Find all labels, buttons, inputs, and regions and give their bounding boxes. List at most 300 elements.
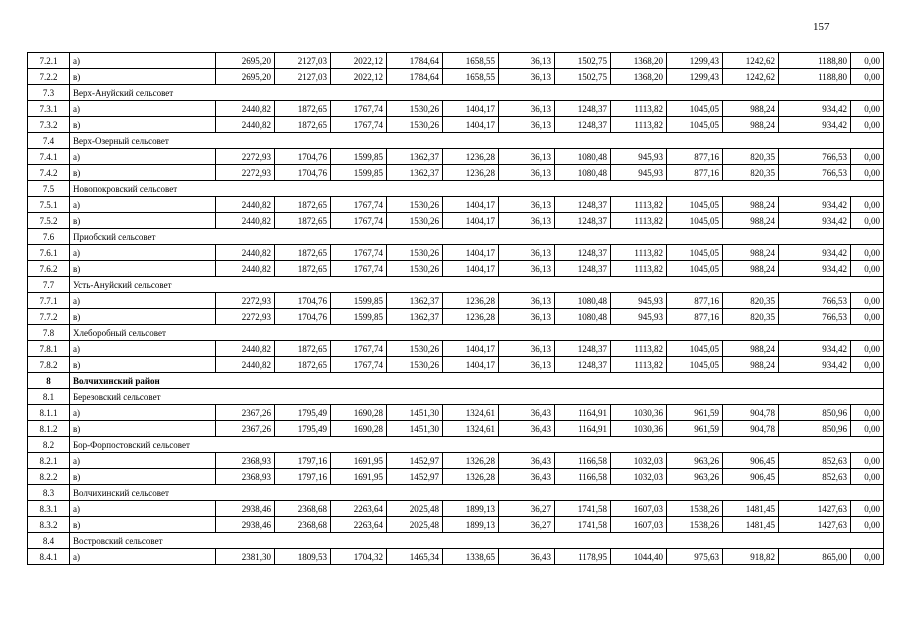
- value-cell: 1530,26: [387, 117, 443, 133]
- value-cell: 1113,82: [611, 261, 667, 277]
- value-cell: 1164,91: [555, 405, 611, 421]
- value-cell: 1741,58: [555, 517, 611, 533]
- table-row: [28, 421, 884, 437]
- table-row: [28, 341, 884, 357]
- value-cell: 1451,30: [387, 421, 443, 437]
- value-cell: 1767,74: [331, 197, 387, 213]
- value-cell: 1248,37: [555, 117, 611, 133]
- row-label: а): [70, 197, 216, 213]
- value-cell: 1599,85: [331, 309, 387, 325]
- value-cell: 1899,13: [443, 517, 499, 533]
- value-cell: 988,24: [723, 341, 779, 357]
- value-cell: 2368,93: [216, 453, 275, 469]
- value-cell: 1164,91: [555, 421, 611, 437]
- value-cell: 766,53: [779, 293, 851, 309]
- value-cell: 877,16: [667, 309, 723, 325]
- value-cell: 0,00: [851, 197, 884, 213]
- row-label: в): [70, 165, 216, 181]
- value-cell: 2938,46: [216, 501, 275, 517]
- value-cell: 36,27: [499, 501, 555, 517]
- value-cell: 2440,82: [216, 117, 275, 133]
- table-row: [28, 101, 884, 117]
- value-cell: 2367,26: [216, 421, 275, 437]
- value-cell: 0,00: [851, 341, 884, 357]
- value-cell: 2440,82: [216, 341, 275, 357]
- value-cell: 2272,93: [216, 309, 275, 325]
- value-cell: 0,00: [851, 53, 884, 69]
- row-label: в): [70, 357, 216, 373]
- value-cell: 2368,68: [275, 517, 331, 533]
- value-cell: 934,42: [779, 117, 851, 133]
- page-number: 157: [813, 21, 830, 33]
- table-row: [28, 549, 884, 565]
- table-row: [28, 165, 884, 181]
- value-cell: 1599,85: [331, 149, 387, 165]
- value-cell: 820,35: [723, 165, 779, 181]
- value-cell: 1030,36: [611, 405, 667, 421]
- row-label: а): [70, 501, 216, 517]
- value-cell: 1741,58: [555, 501, 611, 517]
- value-cell: 1691,95: [331, 453, 387, 469]
- row-code: 7.5: [28, 181, 70, 197]
- value-cell: 877,16: [667, 293, 723, 309]
- row-code: 7.4: [28, 133, 70, 149]
- value-cell: 1809,53: [275, 549, 331, 565]
- row-code: 7.4.1: [28, 149, 70, 165]
- value-cell: 1032,03: [611, 453, 667, 469]
- value-cell: 1704,76: [275, 149, 331, 165]
- value-cell: 36,13: [499, 165, 555, 181]
- value-cell: 0,00: [851, 101, 884, 117]
- table-row: [28, 117, 884, 133]
- value-cell: 1767,74: [331, 341, 387, 357]
- row-code: 7.7: [28, 277, 70, 293]
- value-cell: 1236,28: [443, 309, 499, 325]
- value-cell: 1704,32: [331, 549, 387, 565]
- value-cell: 1166,58: [555, 469, 611, 485]
- value-cell: 0,00: [851, 357, 884, 373]
- table-row: [28, 501, 884, 517]
- value-cell: 1797,16: [275, 453, 331, 469]
- value-cell: 1404,17: [443, 261, 499, 277]
- value-cell: 36,13: [499, 53, 555, 69]
- value-cell: 988,24: [723, 213, 779, 229]
- value-cell: 1465,34: [387, 549, 443, 565]
- value-cell: 2025,48: [387, 517, 443, 533]
- value-cell: 1113,82: [611, 341, 667, 357]
- value-cell: 766,53: [779, 149, 851, 165]
- section-title: Востровский сельсовет: [70, 533, 884, 549]
- section-row: [28, 181, 884, 197]
- value-cell: 961,59: [667, 405, 723, 421]
- value-cell: 988,24: [723, 117, 779, 133]
- table-row: [28, 149, 884, 165]
- section-title: Бор-Форпостовский сельсовет: [70, 437, 884, 453]
- row-label: а): [70, 293, 216, 309]
- value-cell: 1248,37: [555, 213, 611, 229]
- value-cell: 1530,26: [387, 213, 443, 229]
- row-label: в): [70, 309, 216, 325]
- value-cell: 1599,85: [331, 293, 387, 309]
- value-cell: 1451,30: [387, 405, 443, 421]
- value-cell: 1404,17: [443, 117, 499, 133]
- value-cell: 1236,28: [443, 165, 499, 181]
- value-cell: 906,45: [723, 469, 779, 485]
- value-cell: 1236,28: [443, 293, 499, 309]
- table-row: [28, 453, 884, 469]
- value-cell: 850,96: [779, 405, 851, 421]
- tariff-table: [27, 52, 884, 565]
- value-cell: 1113,82: [611, 101, 667, 117]
- value-cell: 36,13: [499, 293, 555, 309]
- section-row: [28, 229, 884, 245]
- value-cell: 0,00: [851, 117, 884, 133]
- value-cell: 1248,37: [555, 357, 611, 373]
- row-label: а): [70, 453, 216, 469]
- value-cell: 1767,74: [331, 261, 387, 277]
- value-cell: 0,00: [851, 309, 884, 325]
- row-code: 7.8: [28, 325, 70, 341]
- row-code: 7.6.2: [28, 261, 70, 277]
- value-cell: 852,63: [779, 453, 851, 469]
- table-row: [28, 293, 884, 309]
- value-cell: 934,42: [779, 357, 851, 373]
- value-cell: 1080,48: [555, 149, 611, 165]
- value-cell: 36,13: [499, 69, 555, 85]
- value-cell: 1080,48: [555, 309, 611, 325]
- section-row: [28, 485, 884, 501]
- value-cell: 2022,12: [331, 69, 387, 85]
- table-row: [28, 53, 884, 69]
- value-cell: 1530,26: [387, 101, 443, 117]
- value-cell: 988,24: [723, 101, 779, 117]
- value-cell: 1872,65: [275, 245, 331, 261]
- section-row: [28, 373, 884, 389]
- row-code: 8.1: [28, 389, 70, 405]
- row-code: 8.2.1: [28, 453, 70, 469]
- value-cell: 1607,03: [611, 517, 667, 533]
- value-cell: 1704,76: [275, 309, 331, 325]
- value-cell: 820,35: [723, 293, 779, 309]
- value-cell: 0,00: [851, 245, 884, 261]
- section-row: [28, 277, 884, 293]
- value-cell: 0,00: [851, 69, 884, 85]
- value-cell: 1045,05: [667, 245, 723, 261]
- section-title: Волчихинский район: [70, 373, 884, 389]
- value-cell: 1704,76: [275, 165, 331, 181]
- value-cell: 1324,61: [443, 405, 499, 421]
- row-code: 8.4: [28, 533, 70, 549]
- section-row: [28, 533, 884, 549]
- value-cell: 1691,95: [331, 469, 387, 485]
- row-label: а): [70, 549, 216, 565]
- value-cell: 1899,13: [443, 501, 499, 517]
- value-cell: 945,93: [611, 149, 667, 165]
- value-cell: 1452,97: [387, 453, 443, 469]
- value-cell: 36,43: [499, 405, 555, 421]
- row-label: а): [70, 149, 216, 165]
- value-cell: 865,00: [779, 549, 851, 565]
- value-cell: 36,43: [499, 469, 555, 485]
- value-cell: 1113,82: [611, 357, 667, 373]
- value-cell: 1872,65: [275, 117, 331, 133]
- value-cell: 1427,63: [779, 517, 851, 533]
- value-cell: 36,13: [499, 101, 555, 117]
- value-cell: 820,35: [723, 309, 779, 325]
- value-cell: 2440,82: [216, 101, 275, 117]
- value-cell: 877,16: [667, 149, 723, 165]
- value-cell: 2263,64: [331, 517, 387, 533]
- table-row: [28, 197, 884, 213]
- value-cell: 1538,26: [667, 517, 723, 533]
- value-cell: 1248,37: [555, 261, 611, 277]
- table-row: [28, 245, 884, 261]
- value-cell: 1080,48: [555, 165, 611, 181]
- section-title: Усть-Ануйский сельсовет: [70, 277, 884, 293]
- value-cell: 1530,26: [387, 261, 443, 277]
- value-cell: 2695,20: [216, 69, 275, 85]
- value-cell: 1872,65: [275, 357, 331, 373]
- value-cell: 0,00: [851, 149, 884, 165]
- value-cell: 1338,65: [443, 549, 499, 565]
- value-cell: 988,24: [723, 197, 779, 213]
- value-cell: 988,24: [723, 245, 779, 261]
- value-cell: 1299,43: [667, 69, 723, 85]
- row-code: 8.2.2: [28, 469, 70, 485]
- row-code: 7.6: [28, 229, 70, 245]
- value-cell: 988,24: [723, 261, 779, 277]
- value-cell: 1113,82: [611, 245, 667, 261]
- value-cell: 850,96: [779, 421, 851, 437]
- value-cell: 2025,48: [387, 501, 443, 517]
- value-cell: 1113,82: [611, 117, 667, 133]
- row-label: в): [70, 469, 216, 485]
- value-cell: 0,00: [851, 261, 884, 277]
- value-cell: 1872,65: [275, 197, 331, 213]
- value-cell: 1242,62: [723, 69, 779, 85]
- value-cell: 1599,85: [331, 165, 387, 181]
- value-cell: 1188,80: [779, 69, 851, 85]
- value-cell: 904,78: [723, 421, 779, 437]
- value-cell: 36,13: [499, 197, 555, 213]
- value-cell: 1044,40: [611, 549, 667, 565]
- section-title: Приобский сельсовет: [70, 229, 884, 245]
- value-cell: 1178,95: [555, 549, 611, 565]
- value-cell: 1502,75: [555, 53, 611, 69]
- value-cell: 975,63: [667, 549, 723, 565]
- table-row: [28, 517, 884, 533]
- value-cell: 852,63: [779, 469, 851, 485]
- value-cell: 1188,80: [779, 53, 851, 69]
- value-cell: 1236,28: [443, 149, 499, 165]
- value-cell: 1767,74: [331, 357, 387, 373]
- table-row: [28, 213, 884, 229]
- value-cell: 1767,74: [331, 245, 387, 261]
- row-code: 8.3.2: [28, 517, 70, 533]
- value-cell: 1704,76: [275, 293, 331, 309]
- value-cell: 2367,26: [216, 405, 275, 421]
- row-code: 7.7.2: [28, 309, 70, 325]
- value-cell: 1530,26: [387, 341, 443, 357]
- value-cell: 0,00: [851, 517, 884, 533]
- row-code: 7.7.1: [28, 293, 70, 309]
- value-cell: 1045,05: [667, 101, 723, 117]
- table-row: [28, 261, 884, 277]
- row-code: 8.4.1: [28, 549, 70, 565]
- value-cell: 1248,37: [555, 245, 611, 261]
- value-cell: 2127,03: [275, 53, 331, 69]
- section-row: [28, 389, 884, 405]
- value-cell: 1767,74: [331, 101, 387, 117]
- value-cell: 36,43: [499, 421, 555, 437]
- value-cell: 1690,28: [331, 421, 387, 437]
- value-cell: 945,93: [611, 309, 667, 325]
- value-cell: 36,13: [499, 117, 555, 133]
- value-cell: 36,13: [499, 261, 555, 277]
- value-cell: 0,00: [851, 453, 884, 469]
- row-label: а): [70, 405, 216, 421]
- value-cell: 945,93: [611, 165, 667, 181]
- row-label: в): [70, 117, 216, 133]
- value-cell: 2022,12: [331, 53, 387, 69]
- row-code: 7.6.1: [28, 245, 70, 261]
- value-cell: 1166,58: [555, 453, 611, 469]
- value-cell: 1502,75: [555, 69, 611, 85]
- value-cell: 1784,64: [387, 69, 443, 85]
- value-cell: 1030,36: [611, 421, 667, 437]
- value-cell: 934,42: [779, 101, 851, 117]
- row-code: 7.8.1: [28, 341, 70, 357]
- value-cell: 1767,74: [331, 213, 387, 229]
- value-cell: 1872,65: [275, 261, 331, 277]
- value-cell: 1795,49: [275, 405, 331, 421]
- value-cell: 1362,37: [387, 293, 443, 309]
- row-code: 8.3.1: [28, 501, 70, 517]
- row-code: 7.5.1: [28, 197, 70, 213]
- value-cell: 1538,26: [667, 501, 723, 517]
- row-label: а): [70, 341, 216, 357]
- value-cell: 36,13: [499, 213, 555, 229]
- value-cell: 1248,37: [555, 341, 611, 357]
- value-cell: 820,35: [723, 149, 779, 165]
- section-row: [28, 85, 884, 101]
- value-cell: 934,42: [779, 197, 851, 213]
- row-label: а): [70, 245, 216, 261]
- value-cell: 988,24: [723, 357, 779, 373]
- row-label: а): [70, 53, 216, 69]
- value-cell: 36,13: [499, 357, 555, 373]
- section-title: Волчихинский сельсовет: [70, 485, 884, 501]
- value-cell: 1362,37: [387, 309, 443, 325]
- row-label: в): [70, 421, 216, 437]
- value-cell: 1427,63: [779, 501, 851, 517]
- table-row: [28, 405, 884, 421]
- value-cell: 1690,28: [331, 405, 387, 421]
- section-row: [28, 325, 884, 341]
- value-cell: 2263,64: [331, 501, 387, 517]
- value-cell: 1248,37: [555, 197, 611, 213]
- value-cell: 1872,65: [275, 101, 331, 117]
- row-code: 7.8.2: [28, 357, 70, 373]
- value-cell: 1481,45: [723, 501, 779, 517]
- value-cell: 1324,61: [443, 421, 499, 437]
- value-cell: 1242,62: [723, 53, 779, 69]
- value-cell: 2272,93: [216, 293, 275, 309]
- row-label: в): [70, 69, 216, 85]
- value-cell: 1872,65: [275, 213, 331, 229]
- value-cell: 1658,55: [443, 69, 499, 85]
- value-cell: 1404,17: [443, 197, 499, 213]
- value-cell: 934,42: [779, 341, 851, 357]
- value-cell: 904,78: [723, 405, 779, 421]
- value-cell: 0,00: [851, 469, 884, 485]
- value-cell: 2440,82: [216, 245, 275, 261]
- row-code: 7.4.2: [28, 165, 70, 181]
- value-cell: 1113,82: [611, 213, 667, 229]
- value-cell: 0,00: [851, 293, 884, 309]
- value-cell: 2368,93: [216, 469, 275, 485]
- value-cell: 1452,97: [387, 469, 443, 485]
- value-cell: 1797,16: [275, 469, 331, 485]
- section-row: [28, 133, 884, 149]
- value-cell: 1767,74: [331, 117, 387, 133]
- value-cell: 0,00: [851, 165, 884, 181]
- section-title: Верх-Озерный сельсовет: [70, 133, 884, 149]
- section-row: [28, 437, 884, 453]
- value-cell: 1045,05: [667, 117, 723, 133]
- value-cell: 1045,05: [667, 341, 723, 357]
- value-cell: 2440,82: [216, 213, 275, 229]
- row-code: 7.3.1: [28, 101, 70, 117]
- value-cell: 1404,17: [443, 357, 499, 373]
- value-cell: 1404,17: [443, 245, 499, 261]
- value-cell: 2127,03: [275, 69, 331, 85]
- row-code: 7.2.2: [28, 69, 70, 85]
- value-cell: 945,93: [611, 293, 667, 309]
- value-cell: 36,27: [499, 517, 555, 533]
- value-cell: 2440,82: [216, 261, 275, 277]
- value-cell: 1326,28: [443, 469, 499, 485]
- section-title: Березовский сельсовет: [70, 389, 884, 405]
- value-cell: 1113,82: [611, 197, 667, 213]
- value-cell: 2440,82: [216, 357, 275, 373]
- value-cell: 961,59: [667, 421, 723, 437]
- value-cell: 934,42: [779, 261, 851, 277]
- table-row: [28, 469, 884, 485]
- value-cell: 1404,17: [443, 341, 499, 357]
- row-code: 7.5.2: [28, 213, 70, 229]
- row-code: 7.3.2: [28, 117, 70, 133]
- value-cell: 918,82: [723, 549, 779, 565]
- table-body: [28, 53, 884, 565]
- value-cell: 2272,93: [216, 149, 275, 165]
- value-cell: 1362,37: [387, 149, 443, 165]
- value-cell: 1326,28: [443, 453, 499, 469]
- value-cell: 2272,93: [216, 165, 275, 181]
- table-row: [28, 357, 884, 373]
- row-code: 8: [28, 373, 70, 389]
- value-cell: 1362,37: [387, 165, 443, 181]
- value-cell: 877,16: [667, 165, 723, 181]
- value-cell: 1045,05: [667, 213, 723, 229]
- section-title: Верх-Ануйский сельсовет: [70, 85, 884, 101]
- section-title: Новопокровский сельсовет: [70, 181, 884, 197]
- value-cell: 36,13: [499, 309, 555, 325]
- value-cell: 766,53: [779, 309, 851, 325]
- value-cell: 2440,82: [216, 197, 275, 213]
- value-cell: 1404,17: [443, 101, 499, 117]
- value-cell: 766,53: [779, 165, 851, 181]
